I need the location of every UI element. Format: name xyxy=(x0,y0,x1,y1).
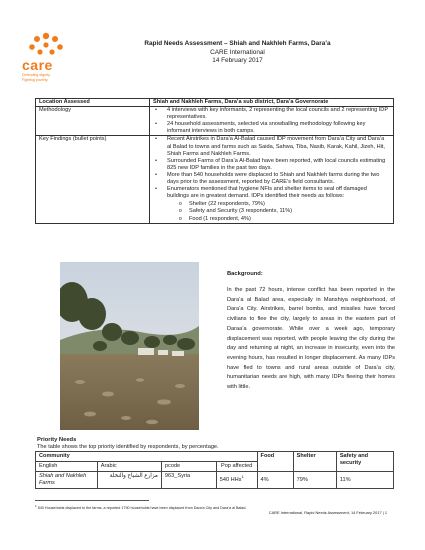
community-pcode: 963_Syria xyxy=(161,472,216,489)
list-item: • 4 interviews with key informants, 2 representing the local councils and 2 representing IDP representatives. xyxy=(167,107,390,121)
organization-name: CARE International xyxy=(210,48,265,56)
document-header xyxy=(110,40,365,66)
table-header-row xyxy=(36,452,394,462)
shelter-header: Shelter xyxy=(293,452,336,472)
pop-affected-cell xyxy=(216,472,257,489)
arabic-header: Arabic xyxy=(97,462,161,472)
farm-landscape-photo xyxy=(60,262,199,430)
location-assessed-value: Shiah and Nakhleh Farms, Dara’a sub district, Dara’a Governorate xyxy=(150,99,394,107)
methodology-label: Methodology xyxy=(36,107,150,136)
safety-value: 11% xyxy=(336,472,393,489)
list-item: o Shelter (22 respondents, 79%) xyxy=(189,201,390,208)
care-hands-icon xyxy=(22,30,70,58)
key-findings-cell xyxy=(150,136,394,223)
key-findings-row xyxy=(36,136,394,223)
background-heading: Background: xyxy=(227,271,263,277)
list-item-text: Enumerators mentioned that hygiene NFIs and shelter items to seal off damaged buildings are in greatest demand. IDPs identified their needs as follows: xyxy=(167,186,367,200)
key-findings-label: Key Findings (bullet points) xyxy=(36,136,150,223)
priority-needs-heading: Priority Needs xyxy=(37,437,77,443)
page-footer: CARE International, Rapid Needs Assessment, 14 February 2017 | 1 xyxy=(268,510,387,515)
landscape-image xyxy=(60,262,199,430)
logo-wordmark: care xyxy=(22,57,53,73)
assessment-info-table xyxy=(35,98,394,224)
pop-affected-value: 540 HHs xyxy=(219,476,242,483)
food-header: Food xyxy=(257,452,293,472)
methodology-row xyxy=(36,107,394,136)
care-logo xyxy=(22,30,70,83)
english-header: English xyxy=(36,462,98,472)
table-row xyxy=(36,472,394,489)
document-title: Rapid Needs Assessment – Shiah and Nakhleh Farms, Dara’a xyxy=(144,40,331,47)
list-item: o Safety and Security (3 respondents, 11%) xyxy=(189,208,390,215)
pcode-header: pcode xyxy=(161,462,216,472)
background-paragraph: In the past 72 hours, intense conflict has been reported in the Dara’a al Balad area, especially in Manshiya neighborhood, of Dara’a City. Airstrikes, barrel bombs, and missiles have forced civilians to flee the city, largely to areas in the eastern part of Daraa’a governorate. While over a week ago, temporary displacement was reported, with people leaving the city during the day and returning at night, an increase in insecurity, even into the evening hours, has resulted in longer displacement. As many IDPs have fled to towns and rural areas outside of Dara’a city, humanitarian needs are high, with many IDPs fleeing their homes with little. xyxy=(227,287,395,391)
list-item: • More than 540 households were displaced to Shiah and Nakhleh farms during the two days prior to the assessment, reported by CARE’s field consultants. xyxy=(167,172,390,186)
shelter-value: 79% xyxy=(293,472,336,489)
community-arabic-name: مزارع الشياح والنخلة xyxy=(97,472,161,489)
footnote-mark: 1 xyxy=(35,504,37,508)
location-assessed-label: Location Assessed xyxy=(36,99,150,107)
methodology-list xyxy=(153,107,390,135)
list-item: o Food (1 respondent, 4%) xyxy=(189,216,390,223)
list-item: • 24 household assessments, selected via snowballing methodology following key informant interviews in both camps. xyxy=(167,121,390,135)
footnote-text: 540 Households displaced to the farms, a reported 1790 households have been displaced from Dara’a City and Dara’a al Balad. xyxy=(36,506,247,511)
needs-sublist xyxy=(167,201,390,222)
priority-needs-caption: The table shows the top priority identified by respondents, by percentage. xyxy=(37,444,219,450)
list-item: • Recent Airstrikes in Dara’a Al-Balad caused IDP movement from Dara’a City and Dara’a al Balad to towns and farms such as Saida, Sahwa, Tiba, Nasib, Karak, Kahil, Jizeh, Hit, Shiah Farms and Nakhleh Farms. xyxy=(167,136,390,157)
list-item: • Surrounded Farms of Dara’a Al-Balad have been reported, with local councils estimating 825 new IDP families in the past two days. xyxy=(167,158,390,172)
community-english-name: Shiah and Nakhleh Farms xyxy=(36,472,98,489)
footnote-divider xyxy=(35,500,149,501)
logo-tagline-1: Defending dignity. xyxy=(22,73,51,77)
community-header: Community xyxy=(36,452,258,462)
logo-tagline-2: Fighting poverty. xyxy=(22,78,49,83)
pop-affected-header: Pop affected xyxy=(216,462,257,472)
footnote-reference: 1 xyxy=(241,474,244,479)
key-findings-list xyxy=(153,136,390,222)
list-item xyxy=(167,186,390,222)
info-header-row xyxy=(36,99,394,107)
document-date: 14 February 2017 xyxy=(212,57,263,64)
priority-needs-table xyxy=(35,451,394,489)
safety-header: Safety and security xyxy=(336,452,393,472)
food-value: 4% xyxy=(257,472,293,489)
methodology-cell xyxy=(150,107,394,136)
